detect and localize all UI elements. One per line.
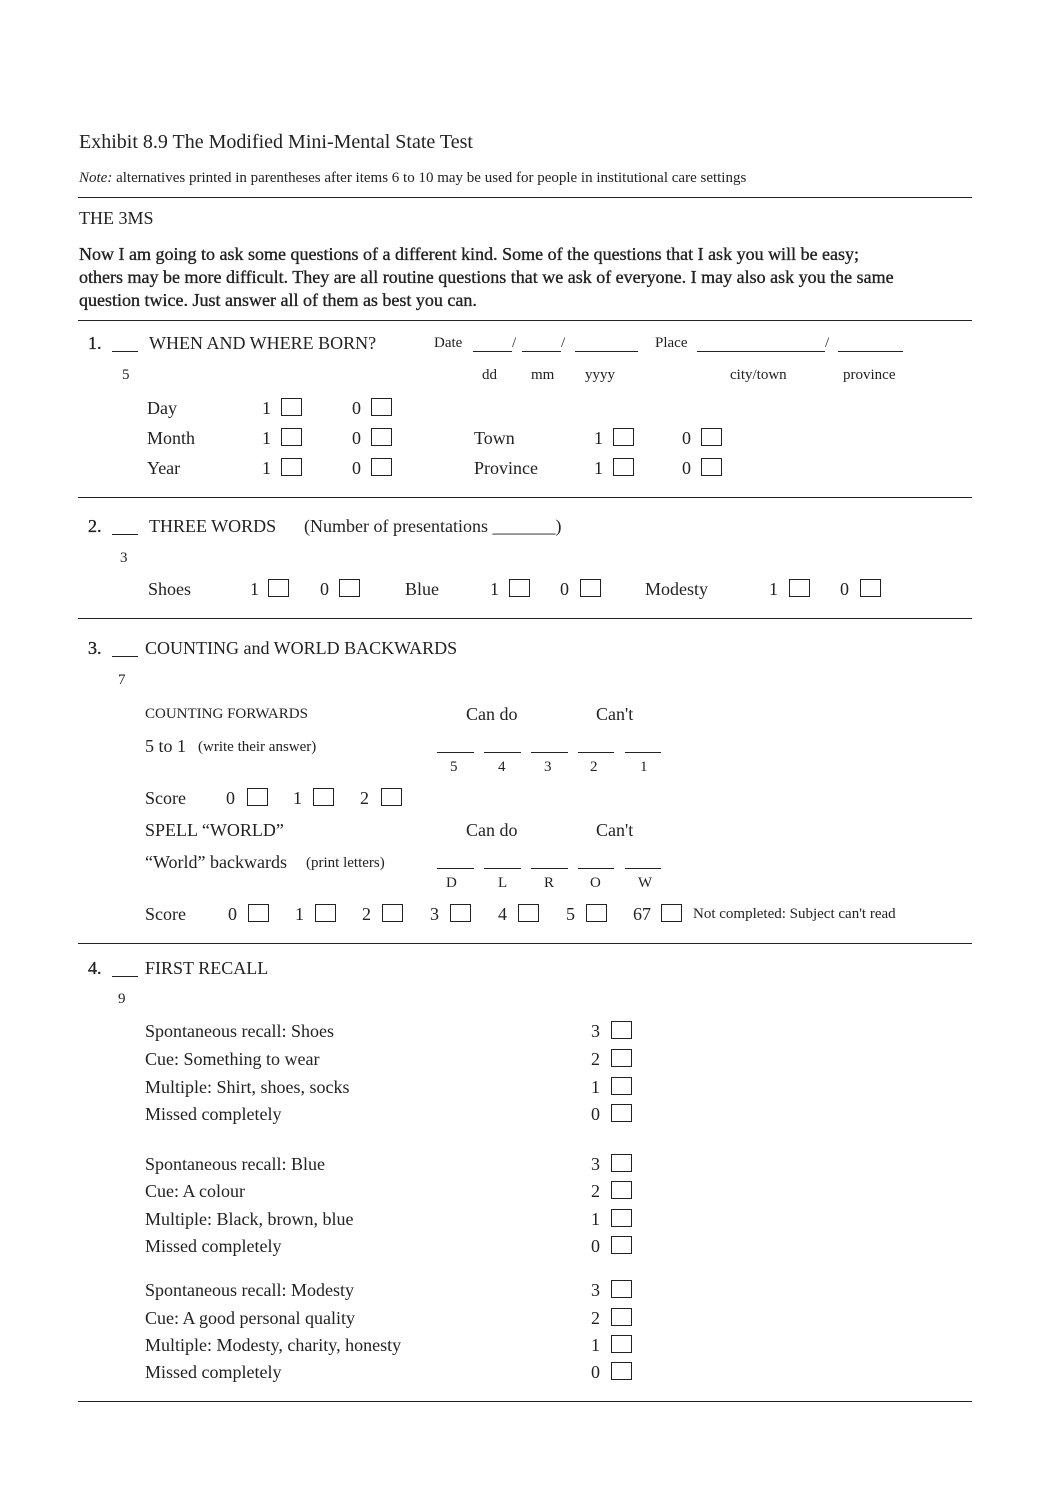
checkbox-score[interactable]	[611, 1049, 632, 1067]
score-value: 5	[566, 904, 575, 924]
checkbox-score[interactable]	[611, 1362, 632, 1380]
unit-label: city/town	[730, 367, 787, 383]
answer-blank[interactable]	[437, 868, 474, 869]
row-label: Year	[147, 458, 181, 478]
date-day-input[interactable]	[473, 351, 512, 352]
counting-hint: (write their answer)	[198, 739, 317, 755]
recall-option: Cue: A good personal quality	[145, 1308, 355, 1328]
recall-option: Spontaneous recall: Modesty	[145, 1280, 354, 1300]
answer-blank[interactable]	[437, 752, 474, 753]
intro-line: others may be more difficult. They are all routine questions that we ask of everyone. I may also ask you the same	[79, 267, 894, 287]
section-title: THE 3MS	[79, 208, 154, 228]
score-label: 1	[262, 458, 271, 478]
checkbox-correct[interactable]	[613, 428, 634, 446]
checkbox-score[interactable]	[611, 1209, 632, 1227]
expected-answer: R	[544, 875, 555, 891]
score-blank[interactable]	[112, 976, 138, 977]
answer-blank[interactable]	[625, 868, 661, 869]
checkbox-score[interactable]	[381, 788, 402, 806]
word-label: Shoes	[148, 579, 192, 599]
checkbox-incorrect[interactable]	[371, 398, 392, 416]
score-blank[interactable]	[112, 656, 138, 657]
column-header: Can't	[596, 820, 634, 840]
score-label: 0	[840, 579, 849, 599]
score-label: 0	[682, 428, 691, 448]
checkbox-incorrect[interactable]	[860, 579, 881, 597]
score-label: 1	[262, 428, 271, 448]
checkbox-score[interactable]	[611, 1154, 632, 1172]
score-label: 1	[250, 579, 259, 599]
divider	[78, 197, 972, 198]
row-label: Province	[474, 458, 538, 478]
checkbox-incorrect[interactable]	[371, 458, 392, 476]
expected-answer: O	[590, 875, 601, 891]
subheading: COUNTING FORWARDS	[145, 706, 308, 722]
item-number: 1.	[88, 333, 102, 353]
score-value: 0	[228, 904, 237, 924]
answer-blank[interactable]	[531, 868, 568, 869]
score-value: 2	[591, 1181, 600, 1201]
intro-line: Now I am going to ask some questions of a different kind. Some of the questions that I ask you will be easy;	[79, 244, 860, 264]
place-label: Place	[655, 335, 688, 351]
checkbox-score[interactable]	[586, 904, 607, 922]
checkbox-incorrect[interactable]	[701, 458, 722, 476]
column-header: Can do	[466, 704, 518, 724]
answer-blank[interactable]	[484, 752, 521, 753]
answer-blank[interactable]	[578, 868, 614, 869]
expected-answer: W	[638, 875, 653, 891]
score-value: 0	[226, 788, 235, 808]
score-value: 3	[430, 904, 439, 924]
expected-answer: 1	[640, 759, 648, 775]
unit-label: yyyy	[585, 367, 615, 383]
score-label: 1	[262, 398, 271, 418]
score-value: 3	[591, 1280, 600, 1300]
word-label: Modesty	[645, 579, 708, 599]
score-label: Score	[145, 904, 186, 924]
divider	[78, 618, 972, 619]
score-value: 3	[591, 1021, 600, 1041]
item-max-score: 3	[120, 550, 128, 566]
item-title: THREE WORDS	[149, 516, 277, 536]
score-label: Score	[145, 788, 186, 808]
checkbox-score[interactable]	[248, 904, 269, 922]
checkbox-score[interactable]	[611, 1104, 632, 1122]
score-value: 4	[498, 904, 507, 924]
score-value: 0	[591, 1362, 600, 1382]
divider	[78, 1401, 972, 1402]
expected-answer: 5	[450, 759, 458, 775]
expected-answer: L	[498, 875, 508, 891]
answer-blank[interactable]	[484, 868, 521, 869]
expected-answer: 4	[498, 759, 506, 775]
note-text: alternatives printed in parentheses after items 6 to 10 may be used for people in institutional care settings	[116, 170, 747, 186]
item-max-score: 7	[118, 672, 126, 688]
exhibit-title: Exhibit 8.9 The Modified Mini-Mental State Test	[79, 131, 473, 153]
score-label: 0	[682, 458, 691, 478]
score-value: 1	[591, 1335, 600, 1355]
checkbox-correct[interactable]	[281, 398, 302, 416]
divider	[78, 497, 972, 498]
checkbox-incorrect[interactable]	[701, 428, 722, 446]
score-label: 0	[352, 458, 361, 478]
divider	[78, 943, 972, 944]
slash: /	[512, 335, 517, 351]
recall-option: Multiple: Shirt, shoes, socks	[145, 1077, 350, 1097]
item-number: 3.	[88, 638, 102, 658]
presentations-field: (Number of presentations _______)	[304, 516, 562, 536]
score-value: 1	[591, 1209, 600, 1229]
recall-option: Missed completely	[145, 1362, 282, 1382]
expected-answer: 2	[590, 759, 598, 775]
intro-line: question twice. Just answer all of them as best you can.	[79, 290, 477, 310]
checkbox-score[interactable]	[611, 1021, 632, 1039]
score-value: 2	[591, 1049, 600, 1069]
intro-paragraph	[79, 243, 979, 312]
column-header: Can do	[466, 820, 518, 840]
answer-blank[interactable]	[578, 752, 614, 753]
word-label: Blue	[405, 579, 439, 599]
checkbox-score[interactable]	[611, 1280, 632, 1298]
score-value: 0	[591, 1104, 600, 1124]
unit-label: mm	[531, 367, 555, 383]
checkbox-correct[interactable]	[281, 428, 302, 446]
checkbox-score[interactable]	[661, 904, 682, 922]
score-value: 2	[360, 788, 369, 808]
date-month-input[interactable]	[522, 351, 561, 352]
item-number: 2.	[88, 516, 102, 536]
unit-label: province	[843, 367, 896, 383]
counting-prompt: 5 to 1	[145, 736, 187, 756]
subheading: SPELL “WORLD”	[145, 820, 284, 840]
checkbox-score[interactable]	[611, 1181, 632, 1199]
date-year-input[interactable]	[575, 351, 638, 352]
item-max-score: 5	[122, 367, 130, 383]
spell-prompt: “World” backwards	[145, 852, 287, 872]
checkbox-correct[interactable]	[509, 579, 530, 597]
recall-option: Spontaneous recall: Shoes	[145, 1021, 334, 1041]
slash: /	[825, 335, 830, 351]
recall-option: Cue: Something to wear	[145, 1049, 320, 1069]
answer-blank[interactable]	[625, 752, 661, 753]
checkbox-score[interactable]	[611, 1236, 632, 1254]
recall-option: Multiple: Black, brown, blue	[145, 1209, 354, 1229]
checkbox-score[interactable]	[450, 904, 471, 922]
checkbox-score[interactable]	[611, 1308, 632, 1326]
checkbox-score[interactable]	[247, 788, 268, 806]
score-label: 1	[769, 579, 778, 599]
answer-blank[interactable]	[531, 752, 568, 753]
checkbox-correct[interactable]	[789, 579, 810, 597]
checkbox-correct[interactable]	[268, 579, 289, 597]
column-header: Can't	[596, 704, 634, 724]
checkbox-score[interactable]	[382, 904, 403, 922]
score-blank[interactable]	[112, 534, 138, 535]
score-label: 1	[490, 579, 499, 599]
checkbox-incorrect[interactable]	[580, 579, 601, 597]
checkbox-score[interactable]	[611, 1335, 632, 1353]
checkbox-incorrect[interactable]	[339, 579, 360, 597]
checkbox-correct[interactable]	[613, 458, 634, 476]
spell-hint: (print letters)	[306, 855, 385, 871]
score-value: 2	[362, 904, 371, 924]
recall-option: Multiple: Modesty, charity, honesty	[145, 1335, 402, 1355]
row-label: Town	[474, 428, 515, 448]
score-value: 1	[293, 788, 302, 808]
recall-option: Cue: A colour	[145, 1181, 245, 1201]
expected-answer: D	[446, 875, 457, 891]
expected-answer: 3	[544, 759, 552, 775]
item-max-score: 9	[118, 991, 126, 1007]
item-title: WHEN AND WHERE BORN?	[149, 333, 377, 353]
checkbox-score[interactable]	[611, 1077, 632, 1095]
score-label: 0	[320, 579, 329, 599]
score-value: 3	[591, 1154, 600, 1174]
divider	[78, 320, 972, 321]
score-label: 0	[352, 398, 361, 418]
note-label: Note:	[79, 170, 113, 186]
item-title: COUNTING and WORLD BACKWARDS	[145, 638, 458, 658]
recall-option: Spontaneous recall: Blue	[145, 1154, 325, 1174]
place-province-input[interactable]	[838, 351, 903, 352]
note	[79, 167, 746, 189]
score-value: 1	[591, 1077, 600, 1097]
slash: /	[561, 335, 566, 351]
score-blank[interactable]	[112, 351, 138, 352]
date-label: Date	[434, 335, 463, 351]
checkbox-correct[interactable]	[281, 458, 302, 476]
score-value: 67	[633, 904, 651, 924]
checkbox-score[interactable]	[518, 904, 539, 922]
item-number: 4.	[88, 958, 102, 978]
checkbox-score[interactable]	[313, 788, 334, 806]
row-label: Day	[147, 398, 177, 418]
recall-option: Missed completely	[145, 1236, 282, 1256]
place-town-input[interactable]	[697, 351, 825, 352]
score-value: 0	[591, 1236, 600, 1256]
checkbox-score[interactable]	[315, 904, 336, 922]
not-completed-label: Not completed: Subject can't read	[693, 906, 896, 922]
checkbox-incorrect[interactable]	[371, 428, 392, 446]
score-label: 1	[594, 428, 603, 448]
score-value: 2	[591, 1308, 600, 1328]
score-value: 1	[295, 904, 304, 924]
recall-option: Missed completely	[145, 1104, 282, 1124]
row-label: Month	[147, 428, 196, 448]
unit-label: dd	[482, 367, 497, 383]
score-label: 0	[560, 579, 569, 599]
score-label: 1	[594, 458, 603, 478]
item-title: FIRST RECALL	[145, 958, 269, 978]
score-label: 0	[352, 428, 361, 448]
